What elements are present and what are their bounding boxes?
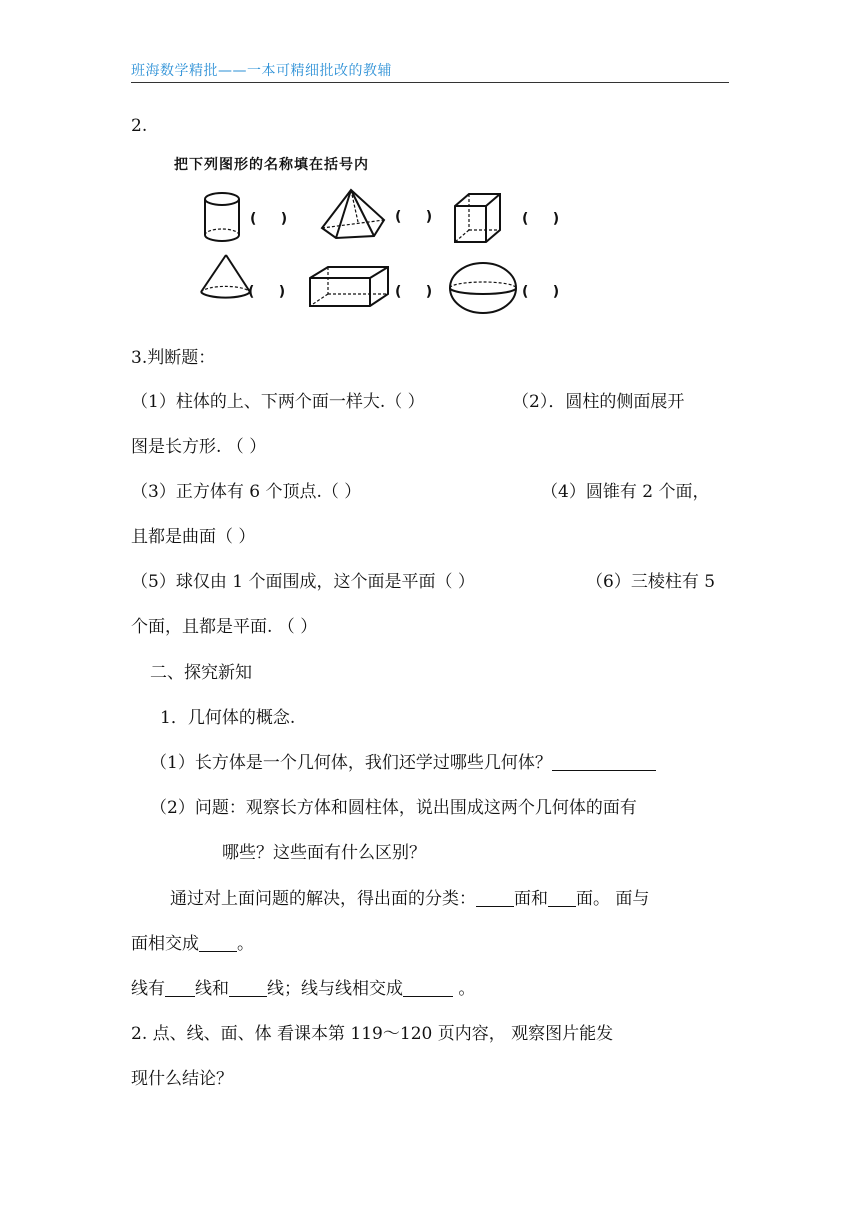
fill-text: 。 <box>453 979 476 999</box>
question-1 <box>150 748 656 773</box>
header-title: 班海数学精批——一本可精细批改的教辅 <box>131 63 392 79</box>
question-3-title: 3.判断题： <box>131 348 216 368</box>
subsection-2-cont: 现什么结论？ <box>131 1069 233 1089</box>
fill-line-2 <box>131 929 254 954</box>
answer-blank-1[interactable] <box>552 753 656 771</box>
fill-text: 线有 <box>131 979 165 999</box>
cuboid-icon <box>306 264 392 310</box>
answer-blank-face-intersect[interactable] <box>199 934 237 952</box>
judge-item-2-cont: 图是长方形. （ ） <box>131 437 267 457</box>
answer-paren-6[interactable]: ( ) <box>522 284 560 300</box>
fill-text: 面相交成 <box>131 934 199 954</box>
fill-text: 线；线与线相交成 <box>267 979 403 999</box>
judge-item-5: （5）球仅由 1 个面围成，这个面是平面（ ） <box>131 572 475 592</box>
judge-item-1: （1）柱体的上、下两个面一样大.（ ） <box>131 392 425 412</box>
judge-item-6-cont: 个面，且都是平面. （ ） <box>131 617 318 637</box>
question-2-cont: 哪些？这些面有什么区别？ <box>222 843 426 863</box>
cone-icon <box>196 252 254 304</box>
fill-line-1 <box>170 884 649 909</box>
prism-icon <box>450 190 506 246</box>
judge-item-3: （3）正方体有 6 个顶点.（ ） <box>131 482 362 502</box>
answer-blank-line-2[interactable] <box>229 979 267 997</box>
subsection-2: 2. 点、线、面、体 看课本第 119～120 页内容， 观察图片能发 <box>131 1024 614 1044</box>
fill-text: 通过对上面问题的解决，得出面的分类： <box>170 889 476 909</box>
header-divider <box>131 82 729 83</box>
figure-title: 把下列图形的名称填在括号内 <box>174 157 369 173</box>
fill-text: 线和 <box>195 979 229 999</box>
cylinder-icon <box>200 190 244 246</box>
fill-text: 面和 <box>514 889 548 909</box>
answer-blank-face-2[interactable] <box>548 889 576 907</box>
answer-blank-line-intersect[interactable] <box>403 979 453 997</box>
judge-item-6: （6）三棱柱有 5 <box>586 572 716 592</box>
answer-paren-5[interactable]: ( ) <box>395 284 433 300</box>
sphere-icon <box>446 260 520 316</box>
question-1-text: （1）长方体是一个几何体，我们还学过哪些几何体？ <box>150 753 552 773</box>
answer-paren-2[interactable]: ( ) <box>395 209 433 225</box>
judge-item-2: （2）．圆柱的侧面展开 <box>512 392 685 412</box>
answer-paren-3[interactable]: ( ) <box>522 211 560 227</box>
answer-blank-face-1[interactable] <box>476 889 514 907</box>
answer-blank-line-1[interactable] <box>165 979 195 997</box>
judge-item-4: （4）圆锥有 2 个面， <box>541 482 710 502</box>
question-2: （2）问题：观察长方体和圆柱体，说出围成这两个几何体的面有 <box>150 798 637 818</box>
judge-item-4-cont: 且都是曲面（ ） <box>131 527 256 547</box>
answer-paren-4[interactable]: ( ) <box>248 284 286 300</box>
subsection-1-title: 1．几何体的概念. <box>160 708 296 728</box>
question-2-number: 2. <box>131 116 148 136</box>
fill-line-3 <box>131 974 475 999</box>
fill-text: 面。 面与 <box>576 889 650 909</box>
fill-text: 。 <box>237 934 254 954</box>
section-title: 二、探究新知 <box>150 663 252 683</box>
pyramid-icon <box>318 186 388 244</box>
answer-paren-1[interactable]: ( ) <box>250 211 288 227</box>
